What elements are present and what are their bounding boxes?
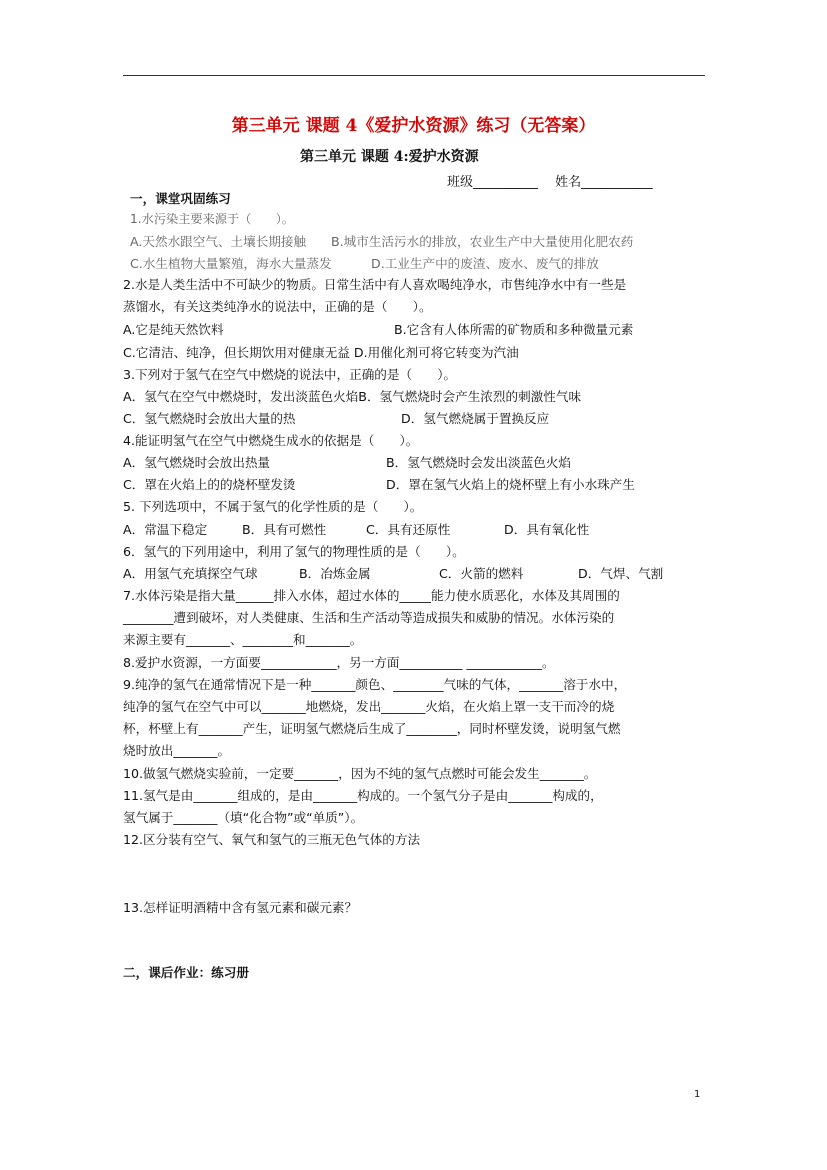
q3-option-d: D．氢气燃烧属于置换反应 <box>401 411 550 426</box>
q2-stem-line1: 2.水是人类生活中不可缺少的物质。日常生活中有人喜欢喝纯净水，市售纯净水中有一些是 <box>123 277 627 292</box>
q6-stem: 6．氢气的下列用途中，利用了氢气的物理性质的是（ ）。 <box>123 544 465 559</box>
q11-line2: 氢气属于_______（填“化合物”或“单质”）。 <box>123 810 364 825</box>
q4-option-a: A．氢气燃烧时会放出热量 <box>123 455 271 470</box>
q5-stem: 5. 下列选项中，不属于氢气的化学性质的是（ ）。 <box>123 499 423 514</box>
q3-options-ab: A．氢气在空气中燃烧时，发出淡蓝色火焰B．氢气燃烧时会产生浓烈的刺激性气味 <box>123 389 582 404</box>
q7-line1: 7.水体污染是指大量______排入水体，超过水体的_____能力使水质恶化，水体及其周围的 <box>123 588 620 603</box>
q1-stem: 1.水污染主要来源于（ ）。 <box>130 212 294 226</box>
q1-option-c: C.水生植物大量繁殖，海水大量蒸发 <box>130 256 332 271</box>
q6-option-c: C．火箭的燃料 <box>439 566 524 581</box>
header-rule <box>123 75 705 76</box>
q4-option-b: B．氢气燃烧时会发出淡蓝色火焰 <box>386 455 571 470</box>
q7-line3: 来源主要有_______、________和_______。 <box>123 632 363 647</box>
q3-stem: 3.下列对于氢气在空气中燃烧的说法中，正确的是（ ）。 <box>123 367 457 382</box>
q2-option-b: B.它含有人体所需的矿物质和多种微量元素 <box>394 322 634 337</box>
q7-line2: ________遭到破坏，对人类健康、生活和生产活动等造成损失和威胁的情况。水体污染的 <box>123 610 615 625</box>
q12-line: 12.区分装有空气、氧气和氢气的三瓶无色气体的方法 <box>123 832 421 847</box>
q1-option-d: D.工业生产中的废渣、废水、废气的排放 <box>371 256 599 271</box>
q2-stem-line2: 蒸馏水，有关这类纯净水的说法中，正确的是（ ）。 <box>123 299 432 314</box>
q3-option-c: C．氢气燃烧时会放出大量的热 <box>123 411 296 426</box>
document-title: 第三单元 课题 4《爱护水资源》练习（无答案） <box>231 116 596 136</box>
q6-option-b: B．冶炼金属 <box>299 566 371 581</box>
q5-option-d: D．具有氧化性 <box>504 522 590 537</box>
q4-stem: 4.能证明氢气在空气中燃烧生成水的依据是（ ）。 <box>123 433 419 448</box>
q1-option-a: A.天然水跟空气、土壤长期接触 <box>130 234 307 249</box>
q4-option-d: D．罩在氢气火焰上的烧杯壁上有小水珠产生 <box>386 477 635 492</box>
q5-option-c: C．具有还原性 <box>366 522 451 537</box>
q9-line3: 杯，杯壁上有_______产生，证明氢气燃烧后生成了________，同时杯壁发烫，说明氢气燃 <box>123 721 621 736</box>
q9-line2: 纯净的氢气在空气中可以_______地燃烧，发出_______火焰，在火焰上罩一支干而冷的烧 <box>123 699 615 714</box>
q5-option-b: B．具有可燃性 <box>242 522 327 537</box>
q9-line4: 烧时放出_______。 <box>123 743 231 758</box>
q11-line1: 11.氢气是由_______组成的，是由_______构成的。一个氢气分子是由_______构成的， <box>123 788 603 803</box>
q6-option-a: A．用氢气充填探空气球 <box>123 566 258 581</box>
page-number: 1 <box>694 1089 701 1100</box>
section-heading-1: 一，课堂巩固练习 <box>130 191 231 206</box>
class-name-fields: 班级__________ 姓名___________ <box>447 175 653 190</box>
q13-line: 13.怎样证明酒精中含有氢元素和碳元素？ <box>123 900 358 915</box>
q6-option-d: D．气焊、气割 <box>578 566 664 581</box>
q5-option-a: A．常温下稳定 <box>123 522 208 537</box>
q2-options-cd: C.它清洁、纯净，但长期饮用对健康无益 D.用催化剂可将它转变为汽油 <box>123 345 519 360</box>
worksheet-subtitle: 第三单元 课题 4:爱护水资源 <box>300 149 479 165</box>
q2-option-a: A.它是纯天然饮料 <box>123 322 224 337</box>
section-heading-2: 二，课后作业：练习册 <box>123 965 249 980</box>
q9-line1: 9.纯净的氢气在通常情况下是一种_______颜色、________气味的气体，_______溶于水中， <box>123 677 627 692</box>
q1-option-b: B.城市生活污水的排放，农业生产中大量使用化肥农药 <box>331 234 634 249</box>
q4-option-c: C．罩在火焰上的的烧杯壁发烫 <box>123 477 296 492</box>
q8-line: 8.爱护水资源，一方面要____________，另一方面__________ ____________。 <box>123 655 555 670</box>
q10-line: 10.做氢气燃烧实验前，一定要_______，因为不纯的氢气点燃时可能会发生_______。 <box>123 766 597 781</box>
